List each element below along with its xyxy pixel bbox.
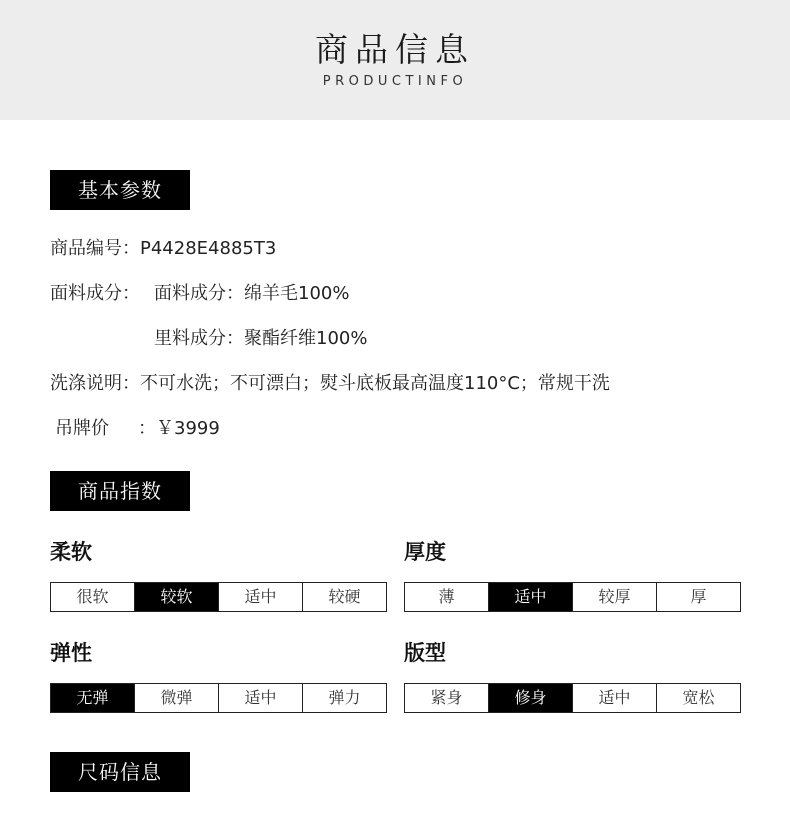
scale-option: 宽松 <box>656 684 740 712</box>
page-subtitle: PRODUCTINFO <box>322 74 468 89</box>
scale-option: 很软 <box>76 587 109 606</box>
scale-option: 适中 <box>488 583 572 611</box>
scale-option: 适中 <box>572 684 656 712</box>
scale-option: 无弹 <box>51 684 134 712</box>
elasticity-scale <box>50 683 387 713</box>
section-label-size: 尺码信息 <box>50 752 190 792</box>
price-value: ：￥3999 <box>138 418 220 439</box>
product-code: 商品编号：P4428E4885T3 <box>50 238 277 259</box>
scale-option: 适中 <box>218 583 302 611</box>
section-label-index: 商品指数 <box>50 471 190 511</box>
scale-option: 较厚 <box>572 583 656 611</box>
scale-option: 弹力 <box>302 684 386 712</box>
index-title-softness: 柔软 <box>50 540 92 564</box>
fit-scale <box>404 683 741 713</box>
fabric-lining: 里料成分：聚酯纤维100% <box>154 328 368 349</box>
scale-option: 薄 <box>438 587 455 606</box>
scale-option: 较软 <box>134 583 218 611</box>
thickness-scale <box>404 582 741 612</box>
page-header <box>0 0 790 120</box>
index-title-elasticity: 弹性 <box>50 641 92 665</box>
scale-option: 微弹 <box>134 684 218 712</box>
scale-option: 修身 <box>488 684 572 712</box>
scale-option: 较硬 <box>302 583 386 611</box>
index-title-fit: 版型 <box>404 641 446 665</box>
scale-option: 适中 <box>218 684 302 712</box>
page-title: 商品信息 <box>315 30 475 69</box>
fabric-outer: 面料成分：绵羊毛100% <box>154 283 350 304</box>
price-label: 吊牌价 <box>55 418 109 439</box>
wash-instructions: 洗涤说明：不可水洗；不可漂白；熨斗底板最高温度110°C；常规干洗 <box>50 373 610 394</box>
scale-option: 紧身 <box>430 688 463 707</box>
softness-scale <box>50 582 387 612</box>
fabric-label: 面料成分： <box>50 283 140 304</box>
index-title-thickness: 厚度 <box>404 540 446 564</box>
scale-option: 厚 <box>656 583 740 611</box>
section-label-basic: 基本参数 <box>50 170 190 210</box>
